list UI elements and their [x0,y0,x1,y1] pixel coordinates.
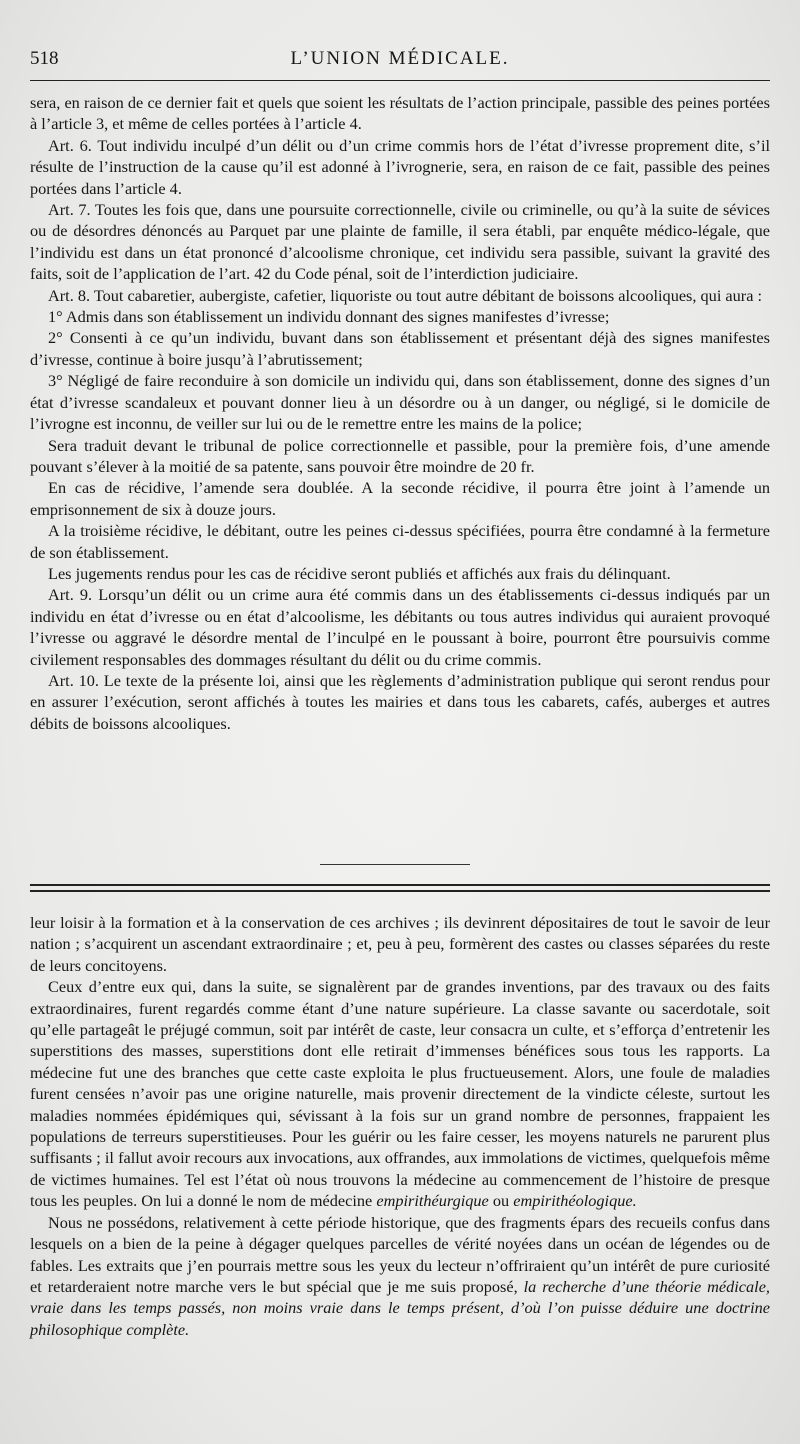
law-paragraph: sera, en raison de ce dernier fait et quels que soient les résultats de l’action principale, passible des peines portées à l’article 3, et même de celles portées à l’article 4. [30,93,770,134]
article-6: Art. 6. Tout individu inculpé d’un délit ou d’un crime commis hors de l’état d’ivresse proprement dite, s’il résulte de l’instruction de la cause qu’il est adonné à l’ivrognerie, sera, en raison de ce fait, passible des peines portées dans l’article 4. [30,135,770,198]
article-8-penalty: Sera traduit devant le tribunal de police correctionnelle et passible, pour la première fois, d’une amende pouvant s’élever à la moitié de sa patente, sans pouvoir être moindre de 20 fr. [30,435,770,476]
article-8-third-recidive: A la troisième récidive, le débitant, outre les peines ci-dessus spécifiées, pourra être condamné à la fermeture de son établissement. [30,521,770,562]
feuilleton-text [30,912,770,1340]
article-8: Art. 8. Tout cabaretier, aubergiste, cafetier, liquoriste ou tout autre débitant de boissons alcooliques, qui aura : [48,285,763,305]
article-9: Art. 9. Lorsqu’un délit ou un crime aura été commis dans un des établissements ci-dessus indiqués par un individu en état d’ivresse ou en état d’alcoolisme, les débitants ou tous autres individus qui auraient provoqué l’ivresse ou aggravé le désordre mental de l’inculpé en le poussant à boire, pourront être poursuivis comme civilement responsables des dommages résultant du délit ou du crime commis. [30,585,770,669]
article-10: Art. 10. Le texte de la présente loi, ainsi que les règlements d’administration publique qui seront rendus pour en assurer l’exécution, seront affichés à toutes les mairies et dans tous les cabarets, cafés, auberges et autres débits de boissons alcooliques. [30,670,770,733]
page-header [30,42,770,76]
article-7: Art. 7. Toutes les fois que, dans une poursuite correctionnelle, civile ou criminelle, ou qu’à la suite de sévices ou de désordres dénoncés au Parquet par une plainte de famille, il sera établi, par enquête médico-légale, que l’individu est dans un état prononcé d’alcoolisme chronique, cet individu sera passible, suivant la gravité des faits, soit de l’application de l’art. 42 du Code pénal, soit de l’interdiction judiciaire. [30,200,770,284]
page-number: 518 [30,48,59,69]
article-8-judgments: Les jugements rendus pour les cas de récidive seront publiés et affichés aux frais du délinquant. [48,563,671,583]
header-rule [30,80,770,81]
italic-phrase: la recherche d’une théorie médicale, vraie dans les temps passés, non moins vraie dans le temps présent, d’où l’on puisse déduire une doctrine philosophique complète. [30,1276,770,1339]
feuilleton-paragraph [30,976,770,1211]
paragraph-text: ou [488,1191,514,1211]
paragraph-text: Nous ne possédons, relativement à cette période historique, que des fragments épars des recueils confus dans lesquels on a bien de la peine à dégager quelques parcelles de vérité noyées dans un océan de légendes ou de fables. Les extraits que j’en pourrais mettre sous les yeux du lecteur n’offriraient qu’un intérêt de pure curiosité et retarderaient notre marche vers le but spécial que je me suis proposé, [30,1212,770,1296]
article-8-item-1: 1° Admis dans son établissement un individu donnant des signes manifestes d’ivresse; [48,307,610,327]
section-end-rule [320,864,470,865]
italic-term: empirithéurgique [376,1191,489,1211]
running-title: L’UNION MÉDICALE. [290,48,510,69]
feuilleton-paragraph: leur loisir à la formation et à la conservation de ces archives ; ils devinrent dépositaires de tout le savoir de leur nation ; s’acquirent un ascendant extraordinaire ; et, peu à peu, formèrent des castes ou classes séparées du reste de leurs concitoyens. [30,913,770,975]
article-8-item-3: 3° Négligé de faire reconduire à son domicile un individu qui, dans son établissement, donne des signes d’un état d’ivresse scandaleux et pouvant donner lieu à un désordre ou à un danger, ou négligé, si le domicile de l’ivrogne est inconnu, de veiller sur lui ou de le remettre entre les mains de la police; [30,371,770,434]
paragraph-text: Ceux d’entre eux qui, dans la suite, se signalèrent par de grandes inventions, par des travaux ou des faits extraordinaires, furent regardés comme étant d’une nature supérieure. La classe savante ou sacerdotale, soit qu’elle partageât le préjugé commun, soit par intérêt de caste, leur consacra un culte, et s’efforça d’entretenir les superstitions des masses, superstitions dont elle retirait d’immenses bénéfices sous tous les rapports. La médecine fut une des branches que cette caste exploita le plus fructueusement. Alors, une foule de maladies furent censées n’avoir pas une origine naturelle, mais provenir directement de la vindicte céleste, surtout les maladies nommées épidémiques qui, sévissant à la fois sur un grand nombre de personnes, frappaient les populations de terreurs superstitieuses. Pour les guérir ou les faire cesser, les moyens naturels ne parurent plus suffisants ; il fallut avoir recours aux invocations, aux offrandes, aux immolations de victimes, quelquefois même de victimes humaines. Tel est l’état où nous trouvons la médecine au commencement de l’histoire de presque tous les peuples. On lui a donné le nom de médecine [30,977,770,1211]
feuilleton-paragraph [30,1212,770,1340]
law-text [30,92,770,734]
italic-term: empirithéologique. [513,1191,637,1211]
feuilleton-double-rule [30,884,770,892]
article-8-item-2: 2° Consenti à ce qu’un individu, buvant dans son établissement et présentant déjà des signes manifestes d’ivresse, continue à boire jusqu’à l’abrutissement; [30,328,770,369]
article-8-recidive: En cas de récidive, l’amende sera doublée. A la seconde récidive, il pourra être joint à l’amende un emprisonnement de six à douze jours. [30,478,770,519]
